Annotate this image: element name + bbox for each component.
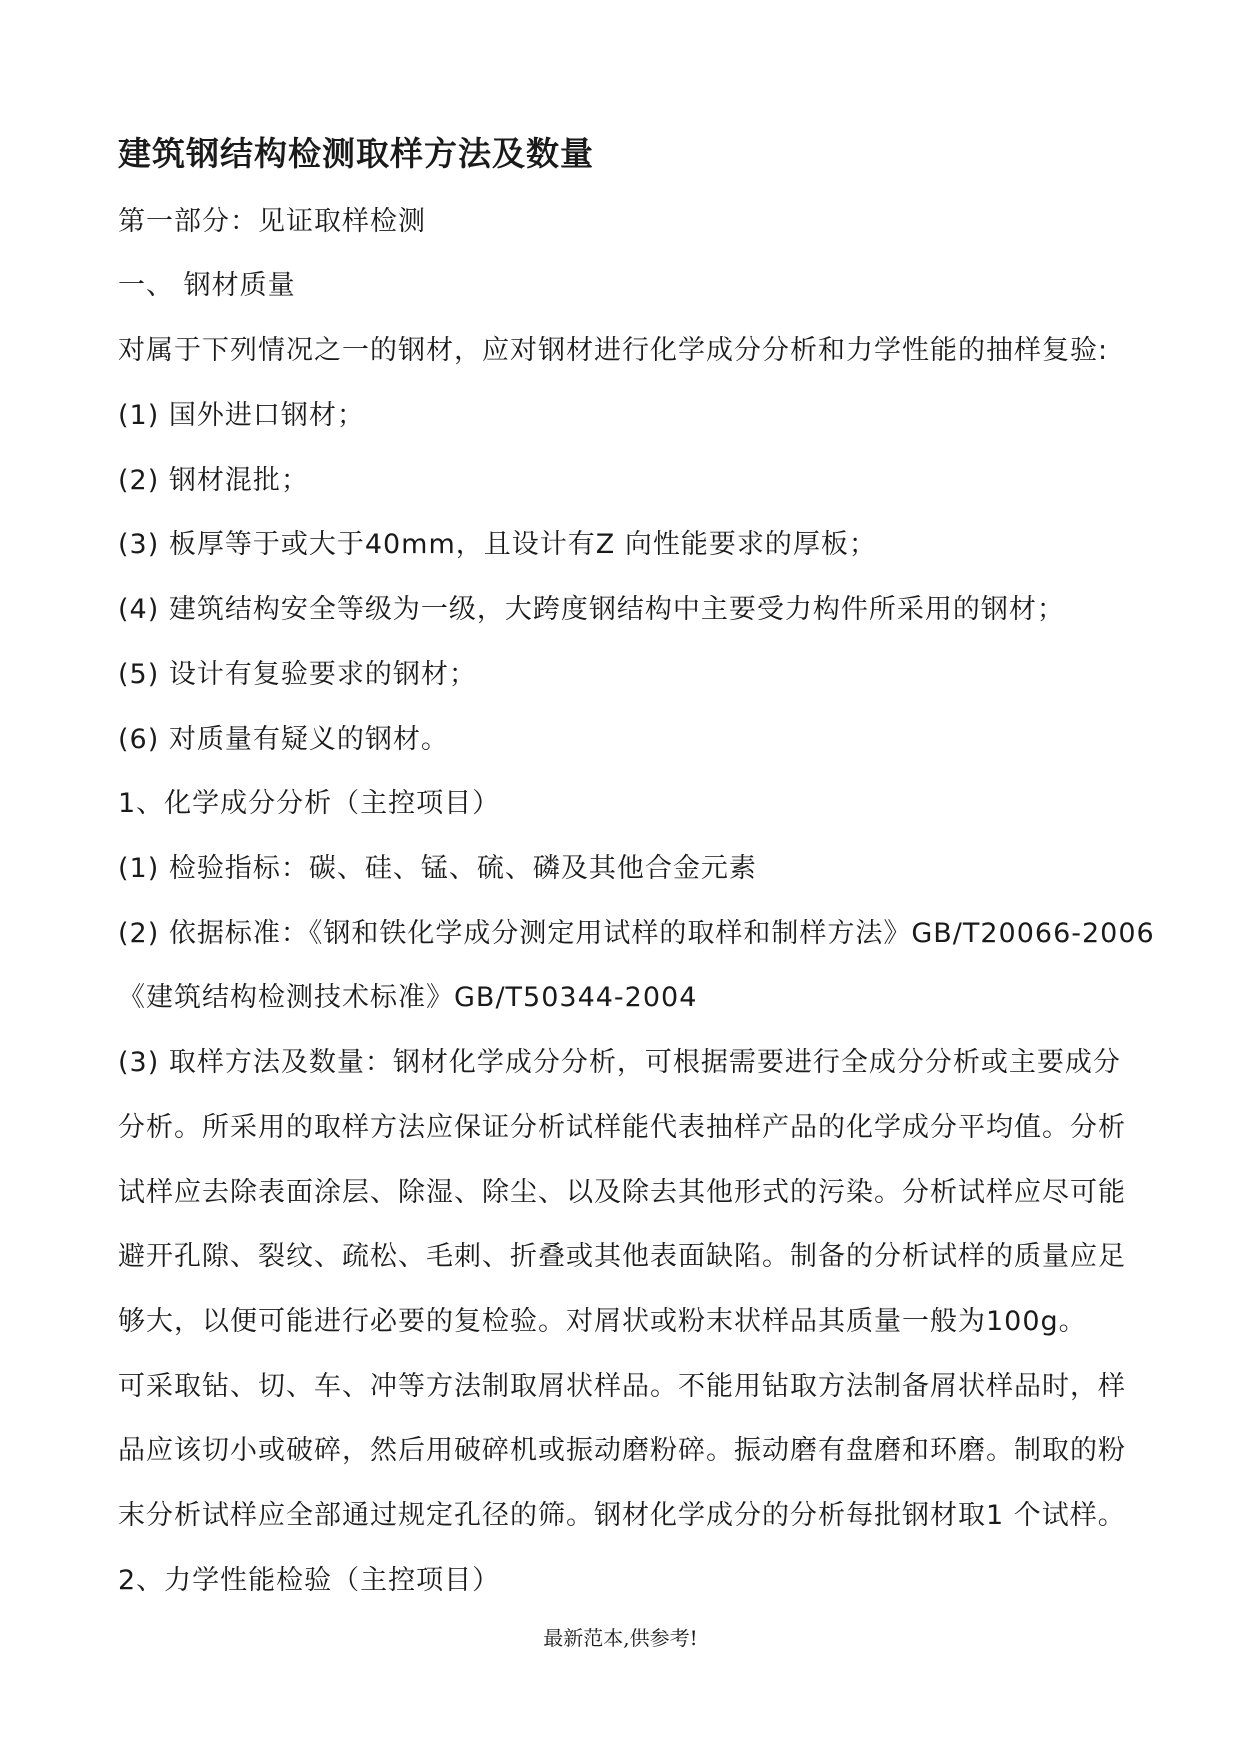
list-item: (2) 钢材混批； bbox=[118, 465, 309, 496]
section-heading: 第一部分：见证取样检测 bbox=[118, 206, 426, 237]
paragraph-line: 够大，以便可能进行必要的复检验。对屑状或粉末状样品其质量一般为100g。 bbox=[118, 1306, 1087, 1337]
item-heading: 1、化学成分分析（主控项目） bbox=[118, 788, 501, 819]
page-footer: 最新范本,供参考! bbox=[543, 1626, 698, 1650]
item-heading: 2、力学性能检验（主控项目） bbox=[118, 1565, 501, 1596]
paragraph-line: 避开孔隙、裂纹、疏松、毛刺、折叠或其他表面缺陷。制备的分析试样的质量应足 bbox=[118, 1241, 1126, 1272]
list-item: (3) 取样方法及数量：钢材化学成分分析，可根据需要进行全成分分析或主要成分 bbox=[118, 1047, 1121, 1078]
list-item: (2) 依据标准：《钢和铁化学成分测定用试样的取样和制样方法》GB/T20066-2006 bbox=[118, 918, 1155, 949]
list-item: (1) 检验指标：碳、硅、锰、硫、磷及其他合金元素 bbox=[118, 853, 757, 884]
list-item: (3) 板厚等于或大于40mm，且设计有Z 向性能要求的厚板； bbox=[118, 529, 877, 560]
list-item: (6) 对质量有疑义的钢材。 bbox=[118, 724, 449, 755]
list-item: (4) 建筑结构安全等级为一级，大跨度钢结构中主要受力构件所采用的钢材； bbox=[118, 594, 1065, 625]
paragraph-line: 试样应去除表面涂层、除湿、除尘、以及除去其他形式的污染。分析试样应尽可能 bbox=[118, 1177, 1126, 1208]
list-item: (5) 设计有复验要求的钢材； bbox=[118, 659, 477, 690]
paragraph-line: 《建筑结构检测技术标准》GB/T50344-2004 bbox=[118, 982, 698, 1013]
paragraph-line: 对属于下列情况之一的钢材，应对钢材进行化学成分分析和力学性能的抽样复验: bbox=[118, 335, 1109, 366]
subsection-heading: 一、 钢材质量 bbox=[118, 270, 296, 301]
document-title: 建筑钢结构检测取样方法及数量 bbox=[118, 134, 594, 173]
paragraph-line: 品应该切小或破碎，然后用破碎机或振动磨粉碎。振动磨有盘磨和环磨。制取的粉 bbox=[118, 1435, 1126, 1466]
paragraph-line: 分析。所采用的取样方法应保证分析试样能代表抽样产品的化学成分平均值。分析 bbox=[118, 1112, 1126, 1143]
paragraph-line: 末分析试样应全部通过规定孔径的筛。钢材化学成分的分析每批钢材取1 个试样。 bbox=[118, 1500, 1126, 1531]
paragraph-line: 可采取钻、切、车、冲等方法制取屑状样品。不能用钻取方法制备屑状样品时，样 bbox=[118, 1371, 1126, 1402]
list-item: (1) 国外进口钢材； bbox=[118, 400, 365, 431]
